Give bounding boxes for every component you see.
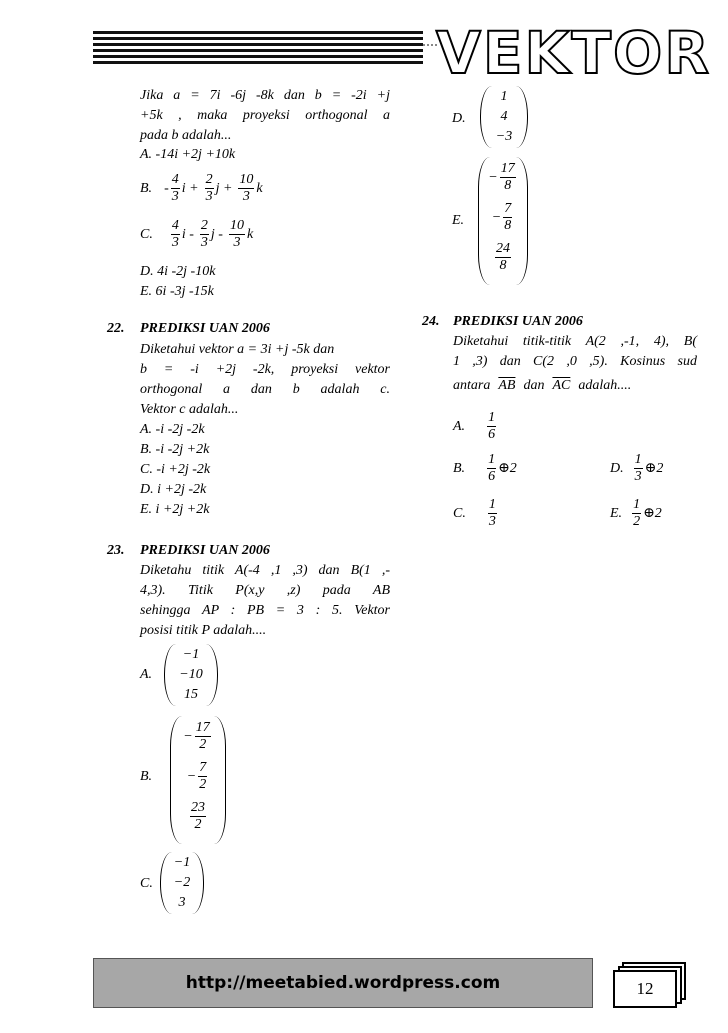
vector-entry: − $\frac{17}{8}$ xyxy=(488,161,515,193)
vector-entry: − $\frac{17}{2}$ xyxy=(183,720,210,752)
q22-line1: Diketahui vektor a = 3i +j -5k dan xyxy=(140,342,335,357)
q21-b-fraction-1: $\frac{4}{3}$ xyxy=(171,172,179,204)
q21-option-c xyxy=(140,218,253,251)
vector-entry: 15 xyxy=(184,687,198,702)
q24-line3-end: adalah.... xyxy=(578,378,632,393)
q22-line2: b = -i +2j -2k, proyeksi vektor xyxy=(140,362,390,377)
q21-option-c-label: C. xyxy=(140,226,153,242)
page-title: VEKTOR xyxy=(436,19,711,87)
q24-option-a: A. $\frac{1}{6}$ xyxy=(453,410,496,442)
q21-b-fraction-2: $\frac{2}{3}$ xyxy=(205,172,213,204)
q21-stem-text-1: Jika a = 7i -6j -8k dan b = -2i +j xyxy=(140,88,390,103)
q24-line3 xyxy=(453,376,697,396)
q24-option-c: C. $\frac{1}{3}$ xyxy=(453,497,496,529)
q22-option-c: C. -i +2j -2k xyxy=(140,462,211,477)
q24-line3-dan: dan xyxy=(523,378,545,393)
q22-line3: orthogonal a dan b adalah c. xyxy=(140,382,390,397)
q21-b-term-1: i + xyxy=(181,180,199,196)
q24-vector-ac: $\overline{AC}$ xyxy=(552,378,571,393)
q21-c-fraction-2: $\frac{2}{3}$ xyxy=(200,218,208,250)
q23-line4: posisi titik P adalah.... xyxy=(140,623,267,638)
q21-c-fraction-3: $\frac{10}{3}$ xyxy=(229,218,244,250)
vector-entry: $\frac{23}{2}$ xyxy=(191,800,205,832)
q24-option-d-label: D. xyxy=(610,460,624,476)
vector-entry: −3 xyxy=(495,129,513,144)
vector-entry: − $\frac{7}{8}$ xyxy=(491,201,512,233)
q21-option-e: E. 6i -3j -15k xyxy=(140,284,214,299)
q23-option-a-label: A. xyxy=(140,667,153,682)
page-number-badge xyxy=(613,970,677,1008)
q24-option-e-tail: ⊕2 xyxy=(643,505,662,521)
q23-number: 23. xyxy=(107,543,125,558)
q21-option-e-right-label: E. xyxy=(452,213,465,228)
q21-stem-line1 xyxy=(140,86,390,106)
q21-option-b-label: B. xyxy=(140,180,153,196)
q24-option-d-tail: ⊕2 xyxy=(644,460,664,476)
q23-title: PREDIKSI UAN 2006 xyxy=(140,543,270,558)
vector-entry: 3 xyxy=(178,895,186,910)
q24-option-c-label: C. xyxy=(453,505,466,521)
q21-c-fraction-1: $\frac{4}{3}$ xyxy=(171,218,179,250)
q24-title: PREDIKSI UAN 2006 xyxy=(453,314,583,329)
q24-option-e-label: E. xyxy=(610,505,623,521)
q24-option-e: E. $\frac{1}{2}$ ⊕2 xyxy=(610,497,662,529)
q21-option-b xyxy=(140,172,263,205)
q21-option-d-vector xyxy=(480,86,528,148)
q24-line2: 1 ,3) dan C(2 ,0 ,5). Kosinus sud xyxy=(453,354,697,369)
vector-entry: −1 xyxy=(182,647,200,662)
q21-b-fraction-3: $\frac{10}{3}$ xyxy=(239,172,254,204)
vector-entry: 1 xyxy=(500,89,508,104)
q21-option-a: A. -14i +2j +10k xyxy=(140,147,236,162)
q21-b-term-2: j + xyxy=(215,180,233,196)
q21-b-term-3: k xyxy=(256,180,263,196)
q23-line1: Diketahu titik A(-4 ,1 ,3) dan B(1 ,- xyxy=(140,563,390,578)
q24-line1: Diketahui titik-titik A(2 ,-1, 4), B( xyxy=(453,334,697,349)
header-stripe-bars xyxy=(93,30,423,64)
q21-c-term-3: k xyxy=(246,226,254,242)
q21-option-e-vector xyxy=(478,157,528,285)
page-number: 12 xyxy=(636,979,654,998)
q21-option-b-sign: - xyxy=(164,180,169,196)
q22-number: 22. xyxy=(107,321,125,336)
q22-option-e: E. i +2j +2k xyxy=(140,502,210,517)
q24-line3-antara: antara xyxy=(453,378,491,393)
q23-option-b-vector xyxy=(170,716,226,844)
q21-option-d-right-label: D. xyxy=(452,111,466,126)
q24-option-b-tail: ⊕2 xyxy=(498,460,517,476)
q24-option-d: D. $\frac{1}{3}$ ⊕2 xyxy=(610,452,664,484)
q22-option-b: B. -i -2j +2k xyxy=(140,442,210,457)
q23-line3: sehingga AP : PB = 3 : 5. Vektor xyxy=(140,603,390,618)
q24-option-a-label: A. xyxy=(453,418,466,434)
q21-stem-line3: pada b adalah... xyxy=(140,128,232,143)
vector-entry: −2 xyxy=(173,875,191,890)
vector-entry: − $\frac{7}{2}$ xyxy=(186,760,207,792)
q22-option-a: A. -i -2j -2k xyxy=(140,422,205,437)
q22-option-d: D. i +2j -2k xyxy=(140,482,207,497)
q23-option-c-label: C. xyxy=(140,876,153,891)
q23-option-a-vector xyxy=(164,644,218,706)
q24-option-b-label: B. xyxy=(453,460,466,476)
q21-c-term-2: j - xyxy=(210,226,223,242)
q23-option-c-vector xyxy=(160,852,204,914)
header-dotted-leader xyxy=(423,44,437,46)
vector-entry: $\frac{24}{8}$ xyxy=(496,241,510,273)
q22-title: PREDIKSI UAN 2006 xyxy=(140,321,270,336)
q21-stem-line2: +5k , maka proyeksi orthogonal a xyxy=(140,108,390,123)
q24-number: 24. xyxy=(422,314,440,329)
q23-line2: 4,3). Titik P(x,y ,z) pada AB xyxy=(140,583,390,598)
q21-option-d: D. 4i -2j -10k xyxy=(140,264,216,279)
footer-url-link[interactable]: http://meetabied.wordpress.com xyxy=(185,973,501,993)
q22-line4: Vektor c adalah... xyxy=(140,402,239,417)
q21-c-term-1: i - xyxy=(181,226,194,242)
q23-option-b-label: B. xyxy=(140,769,153,784)
vector-entry: −10 xyxy=(179,667,203,682)
q24-option-b: B. $\frac{1}{6}$ ⊕2 xyxy=(453,452,517,484)
vector-entry: −1 xyxy=(173,855,191,870)
vector-entry: 4 xyxy=(500,109,508,124)
q24-vector-ab: $\overline{AB}$ xyxy=(498,378,516,393)
